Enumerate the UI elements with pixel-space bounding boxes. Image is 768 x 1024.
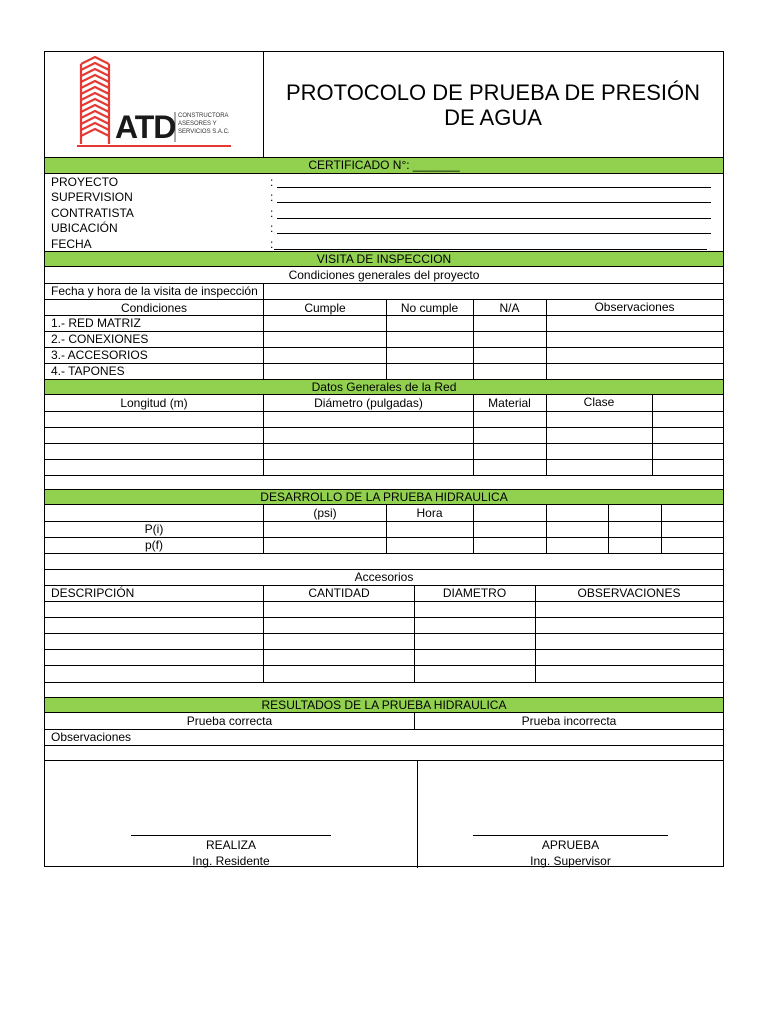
header-divider bbox=[263, 52, 264, 157]
field-contratista-input[interactable]: : bbox=[270, 206, 712, 220]
col-psi: (psi) bbox=[313, 506, 337, 520]
field-supervision-input[interactable]: : bbox=[270, 190, 712, 204]
firma-realiza-role: Ing. Residente bbox=[192, 854, 270, 868]
firma-aprueba-role: Ing. Supervisor bbox=[530, 854, 611, 868]
resultados-heading: RESULTADOS DE LA PRUEBA HIDRAULICA bbox=[261, 698, 507, 712]
certificado-band bbox=[45, 157, 723, 174]
observaciones-label: Observaciones bbox=[51, 730, 132, 744]
red-band bbox=[45, 379, 723, 395]
inspeccion-band bbox=[45, 251, 723, 267]
certificado-label: CERTIFICADO N°: _______ bbox=[308, 158, 460, 172]
observaciones-field[interactable] bbox=[45, 746, 723, 760]
col-na: N/A bbox=[499, 301, 520, 315]
col-no-cumple: No cumple bbox=[400, 301, 459, 315]
firma-aprueba[interactable] bbox=[418, 761, 723, 867]
condicion-row-label: 1.- RED MATRIZ bbox=[51, 316, 141, 330]
field-proyecto-input[interactable]: : bbox=[270, 175, 712, 189]
condicion-row-label: 3.- ACCESORIOS bbox=[51, 348, 148, 362]
field-contratista-label: CONTRATISTA bbox=[51, 206, 134, 220]
accesorios-heading: Accesorios bbox=[354, 570, 414, 584]
document-title: PROTOCOLO DE PRUEBA DE PRESIÓN DE AGUA bbox=[285, 80, 701, 130]
col-diametro-acc: DIAMETRO bbox=[442, 586, 507, 600]
col-hora: Hora bbox=[416, 506, 443, 520]
firma-realiza[interactable] bbox=[45, 761, 417, 867]
logo-subtext: CONSTRUCTORA ASESORES Y SERVICIOS S.A.C. bbox=[178, 113, 230, 135]
resultados-band bbox=[45, 697, 723, 713]
field-supervision-label: SUPERVISION bbox=[51, 190, 133, 204]
protocol-form bbox=[44, 51, 724, 867]
prueba-correcta-cell[interactable] bbox=[45, 713, 414, 729]
col-cumple: Cumple bbox=[304, 301, 346, 315]
fecha-visita-cell[interactable] bbox=[264, 284, 723, 299]
prueba-correcta-label: Prueba correcta bbox=[186, 714, 273, 728]
field-ubicacion-label: UBICACIÓN bbox=[51, 221, 118, 235]
firma-realiza-line bbox=[131, 835, 331, 836]
prueba-incorrecta-cell[interactable] bbox=[415, 713, 723, 729]
fecha-visita-label: Fecha y hora de la visita de inspección bbox=[51, 284, 258, 298]
inspeccion-heading: VISITA DE INSPECCION bbox=[316, 252, 452, 266]
inspeccion-subheading: Condiciones generales del proyecto bbox=[288, 268, 480, 282]
condicion-row-label: 2.- CONEXIONES bbox=[51, 332, 149, 346]
firma-aprueba-label: APRUEBA bbox=[541, 838, 600, 852]
condicion-row-label: 4.- TAPONES bbox=[51, 364, 125, 378]
col-observaciones: Observaciones bbox=[594, 300, 675, 314]
col-condiciones: Condiciones bbox=[120, 301, 188, 315]
field-fecha-label: FECHA bbox=[51, 237, 92, 251]
field-fecha-input[interactable]: : bbox=[270, 237, 712, 251]
red-heading: Datos Generales de la Red bbox=[311, 380, 457, 394]
desarrollo-band bbox=[45, 489, 723, 505]
field-proyecto-label: PROYECTO bbox=[51, 175, 119, 189]
firma-aprueba-line bbox=[473, 835, 668, 836]
col-longitud: Longitud (m) bbox=[120, 396, 188, 410]
col-clase: Clase bbox=[583, 395, 615, 409]
firma-realiza-label: REALIZA bbox=[205, 838, 256, 852]
col-observaciones-acc: OBSERVACIONES bbox=[577, 586, 681, 600]
prueba-incorrecta-label: Prueba incorrecta bbox=[521, 714, 617, 728]
desarrollo-heading: DESARROLLO DE LA PRUEBA HIDRAULICA bbox=[260, 490, 508, 504]
col-diametro: Diámetro (pulgadas) bbox=[314, 396, 423, 410]
col-material: Material bbox=[488, 396, 531, 410]
presion-final-label: p(f) bbox=[145, 538, 163, 552]
company-logo bbox=[75, 56, 235, 151]
col-descripcion: DESCRIPCIÓN bbox=[51, 586, 135, 600]
logo-text: ATD bbox=[115, 109, 176, 145]
col-cantidad: CANTIDAD bbox=[308, 586, 370, 600]
field-ubicacion-input[interactable]: : bbox=[270, 221, 712, 235]
presion-inicial-label: P(i) bbox=[144, 522, 164, 536]
